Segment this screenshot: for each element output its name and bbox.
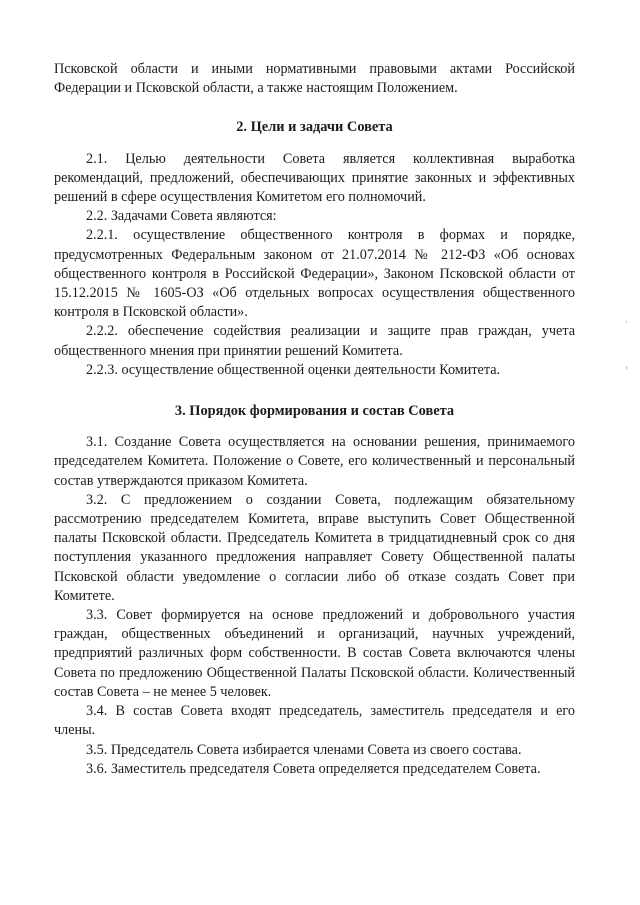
- paragraph-3-5: 3.5. Председатель Совета избирается членами Совета из своего состава.: [86, 741, 522, 758]
- paragraph-2-2-1: 2.2.1. осуществление общественного контроля в формах и порядке, предусмотренных Федеральным законом от 21.07.2014 № 212-ФЗ «Об основах общественного контроля в Российской Федерации», Законом Псковской области от 15.12.2015 № 1605-ОЗ «Об отдельных вопросах осуществления общественного контроля в Псковской области».: [54, 227, 575, 321]
- paragraph-3-2: 3.2. С предложением о создании Совета, подлежащим обязательному рассмотрению председателем Комитета, вправе выступить Совет Общественной палаты Псковской области. Председатель Комитета в тридцатидневный срок со дня поступления указанного предложения направляет Совету Общественной палаты Псковской области уведомление о согласии либо об отказе создать Совет при Комитете.: [54, 491, 575, 604]
- section-2-heading: 2. Цели и задачи Совета: [236, 119, 393, 136]
- paragraph-2-2: 2.2. Задачами Совета являются:: [86, 208, 277, 225]
- paragraph-2-2-3: 2.2.3. осуществление общественной оценки деятельности Комитета.: [86, 361, 501, 378]
- paragraph-3-3: 3.3. Совет формируется на основе предложений и добровольного участия граждан, общественных объединений и организаций, научных учреждений, предприятий различных форм собственности. В состав Совета включаются члены Совета по предложению Общественной Палаты Псковской области. Количественный состав Совета – не менее 5 человек.: [54, 607, 575, 700]
- scan-speck: ·: [625, 318, 628, 328]
- document-body: [54, 60, 575, 779]
- paragraph-3-6: 3.6. Заместитель председателя Совета определяется председателем Совета.: [86, 760, 541, 777]
- scan-speck: ': [625, 366, 628, 376]
- intro-paragraph: Псковской области и иными нормативными правовыми актами Российской Федерации и Псковской области, а также настоящим Положением.: [54, 61, 575, 97]
- paragraph-2-1: 2.1. Целью деятельности Совета является коллективная выработка рекомендаций, предложений, обеспечивающих принятие законных и эффективных решений в сфере осуществления Комитетом его полномочий.: [54, 150, 575, 206]
- paragraph-3-4: 3.4. В состав Совета входят председатель, заместитель председателя и его члены.: [54, 703, 575, 739]
- paragraph-2-2-2: 2.2.2. обеспечение содействия реализации и защите прав граждан, учета общественного мнения при принятии решений Комитета.: [54, 323, 575, 359]
- section-3-heading: 3. Порядок формирования и состав Совета: [174, 403, 455, 420]
- paragraph-3-1: 3.1. Создание Совета осуществляется на основании решения, принимаемого председателем Комитета. Положение о Совете, его количественный и персональный состав утверждаются приказом Комитета.: [54, 434, 575, 489]
